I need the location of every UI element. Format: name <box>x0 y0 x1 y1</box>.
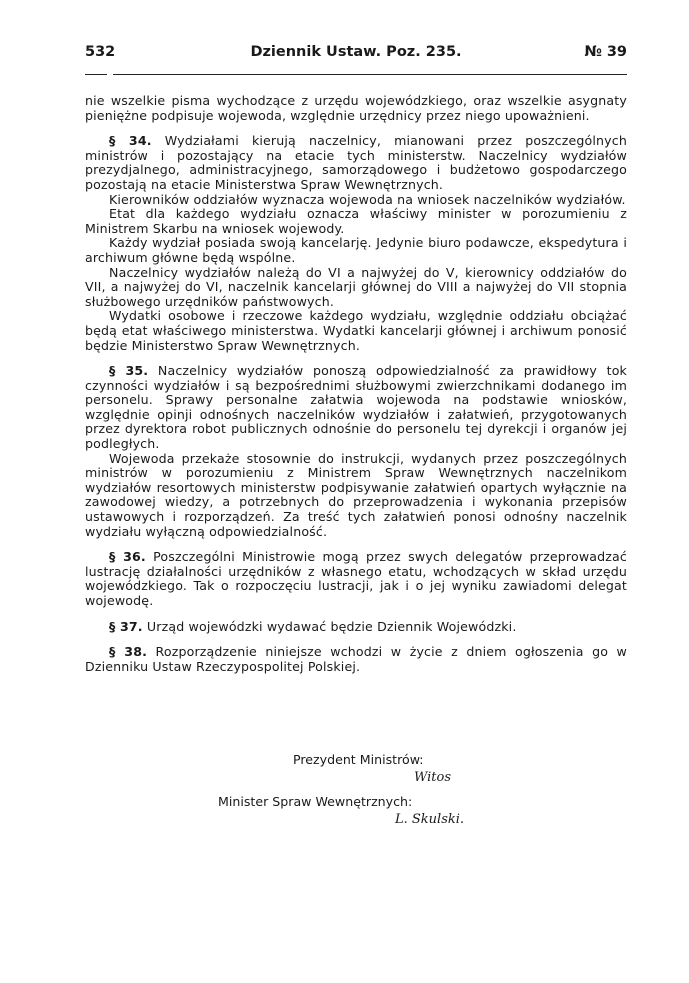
section-symbol: § 36. <box>109 549 146 565</box>
section-symbol: § 37. <box>109 618 143 634</box>
header-rule-long <box>113 74 627 75</box>
paragraph-6: Wydatki osobowe i rzeczowe każdego wydziału, względnie oddziału obciążać będą etat właściwego ministerstwa. Wydatki kancelarji głównej i archiwum ponosić będzie Ministerstwo Spraw Wewnętrznych. <box>85 308 627 353</box>
paragraph-2: Kierowników oddziałów wyznacza wojewoda na wniosek naczelników wydziałów. <box>109 191 626 207</box>
section-38: § 38. Rozporządzenie niniejsze wchodzi w życie z dniem ogłoszenia go w Dzienniku Ustaw Rzeczypospolitej Polskiej. <box>85 644 627 674</box>
paragraph-3: Etat dla każdego wydziału oznacza właściwy minister w porozumieniu z Ministrem Skarbu na wniosek wojewody. <box>85 206 627 236</box>
issue-number: № 39 <box>584 44 627 60</box>
president-signature: Witos <box>414 770 452 785</box>
section-35: § 35. Naczelnicy wydziałów ponoszą odpowiedzialność za prawidłowy tok czynności wydziałów i są bezpośrednimi służbowymi zwierzchnikami dodanego im personelu. Sprawy personalne załatwia wojewoda na podstawie wniosków, względnie opinji odnośnych naczelników wydziałów i załatwień, przygotowanych przez dyrektora robot publicznych odnośnie do personelu tej dyrekcji i organów jej podległych. <box>85 363 627 452</box>
paragraph-4: Każdy wydział posiada swoją kancelarję. Jedynie biuro podawcze, ekspedytura i archiwum główne będą wspólne. <box>85 235 627 265</box>
page-header <box>85 44 627 66</box>
minister-label: Minister Spraw Wewnętrznych: <box>218 794 413 809</box>
paragraph-5: Naczelnicy wydziałów należą do VI a najwyżej do V, kierownicy oddziałów do VII, a najwyżej do VI, naczelnik kancelarji głównej do VIII a najwyżej do VII stopnia służbowego urzędników państwowych. <box>85 264 627 309</box>
document-body <box>85 94 627 674</box>
section-symbol: § 34. <box>109 133 152 149</box>
section-34: § 34. Wydziałami kierują naczelnicy, mianowani przez poszczególnych ministrów i pozostający na etacie tych ministerstw. Naczelnicy wydziałów prezydjalnego, administracyjnego, samorządowego i budżetowo gospodarczego pozostają na etacie Ministerstwa Spraw Wewnętrznych. <box>85 133 627 192</box>
page-number: 532 <box>85 44 116 60</box>
paragraph-0: nie wszelkie pisma wychodzące z urzędu wojewódzkiego, oraz wszelkie asygnaty pieniężne podpisuje wojewoda, względnie urzędnicy przez niego upoważnieni. <box>85 93 627 123</box>
section-symbol: § 38. <box>109 644 148 660</box>
section-37: § 37. Urząd wojewódzki wydawać będzie Dziennik Wojewódzki. <box>109 618 517 634</box>
header-rule-short <box>85 74 107 75</box>
journal-title: Dziennik Ustaw. Poz. 235. <box>250 44 462 60</box>
section-symbol: § 35. <box>109 363 149 379</box>
paragraph-8: Wojewoda przekaże stosownie do instrukcji, wydanych przez poszczególnych ministrów w porozumieniu z Ministrem Spraw Wewnętrznych naczelnikom wydziałów resortowych ministerstw podpisywanie załatwień opartych wyłącznie na zawodowej wiedzy, a potrzebnych do przeprowadzenia i wykonania przepisów ustawowych i rozporządzeń. Za treść tych załatwień ponosi odnośny naczelnik wydziału wyłączną odpowiedzialność. <box>85 450 627 539</box>
section-36: § 36. Poszczególni Ministrowie mogą przez swych delegatów przeprowadzać lustrację działalności urzędników z własnego etatu, wchodzących w skład urzędu wojewódzkiego. Tak o rozpoczęciu lustracji, jak i o jej wyniku zawiadomi delegat wojewodę. <box>85 549 627 608</box>
minister-signature: L. Skulski. <box>395 812 465 827</box>
president-label: Prezydent Ministrów: <box>293 752 424 767</box>
